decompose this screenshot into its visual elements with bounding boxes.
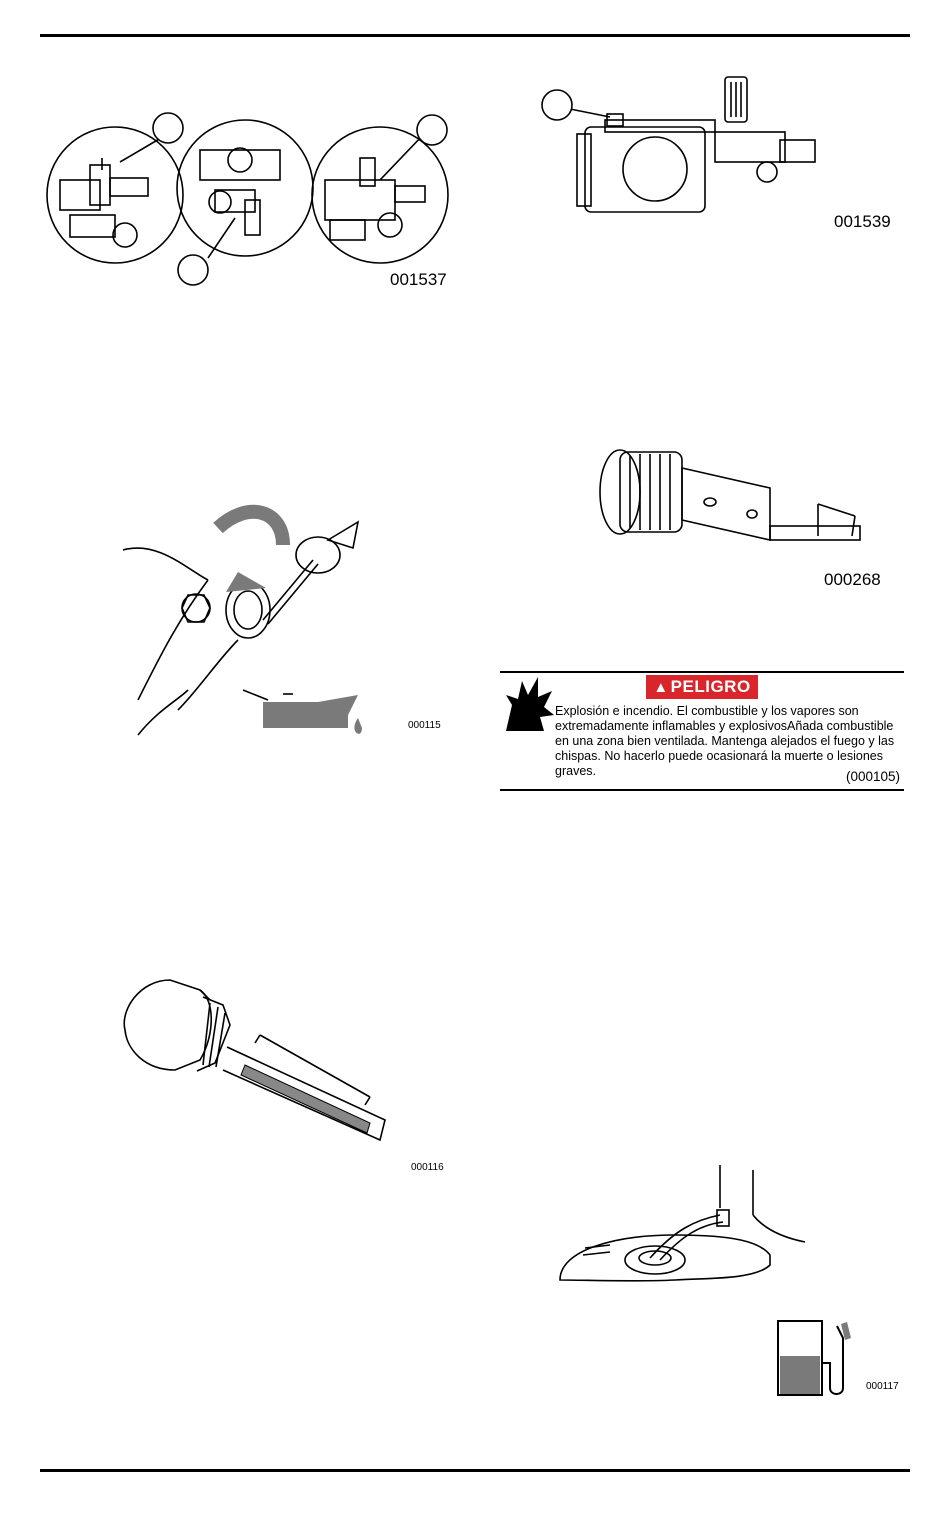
signal-word: PELIGRO xyxy=(670,677,751,696)
bottom-rule xyxy=(40,1469,910,1472)
figure-code: 001537 xyxy=(390,270,447,289)
oil-fill-illustration xyxy=(118,500,408,740)
figure-code: 000117 xyxy=(866,1381,899,1392)
top-rule xyxy=(40,34,910,37)
figure-code: 000116 xyxy=(411,1162,444,1173)
nozzle-illustration xyxy=(590,440,870,570)
warning-code: (000105) xyxy=(845,769,900,784)
pump-connections-illustration xyxy=(40,110,460,290)
dipstick-illustration xyxy=(115,975,395,1150)
warning-text: Explosión e incendio. El combustible y los vapores son extremadamente inflamables y explosivosAñada combustible en una zona bien ventilada. Mantenga alejados el fuego y las chispas. No hacerlo puede ocasionará la muerte o lesiones graves. xyxy=(555,704,895,778)
warning-triangle-icon: ▲ xyxy=(653,678,669,696)
danger-warning xyxy=(500,671,904,791)
explosion-icon xyxy=(504,675,556,733)
figure-code: 000268 xyxy=(824,570,881,589)
fuel-fill-illustration xyxy=(555,1160,815,1320)
fuel-pump-icon xyxy=(775,1318,860,1396)
pump-side-illustration xyxy=(535,72,825,222)
signal-word-badge xyxy=(646,675,758,699)
figure-code: 000115 xyxy=(408,720,441,731)
figure-code: 001539 xyxy=(834,212,891,231)
